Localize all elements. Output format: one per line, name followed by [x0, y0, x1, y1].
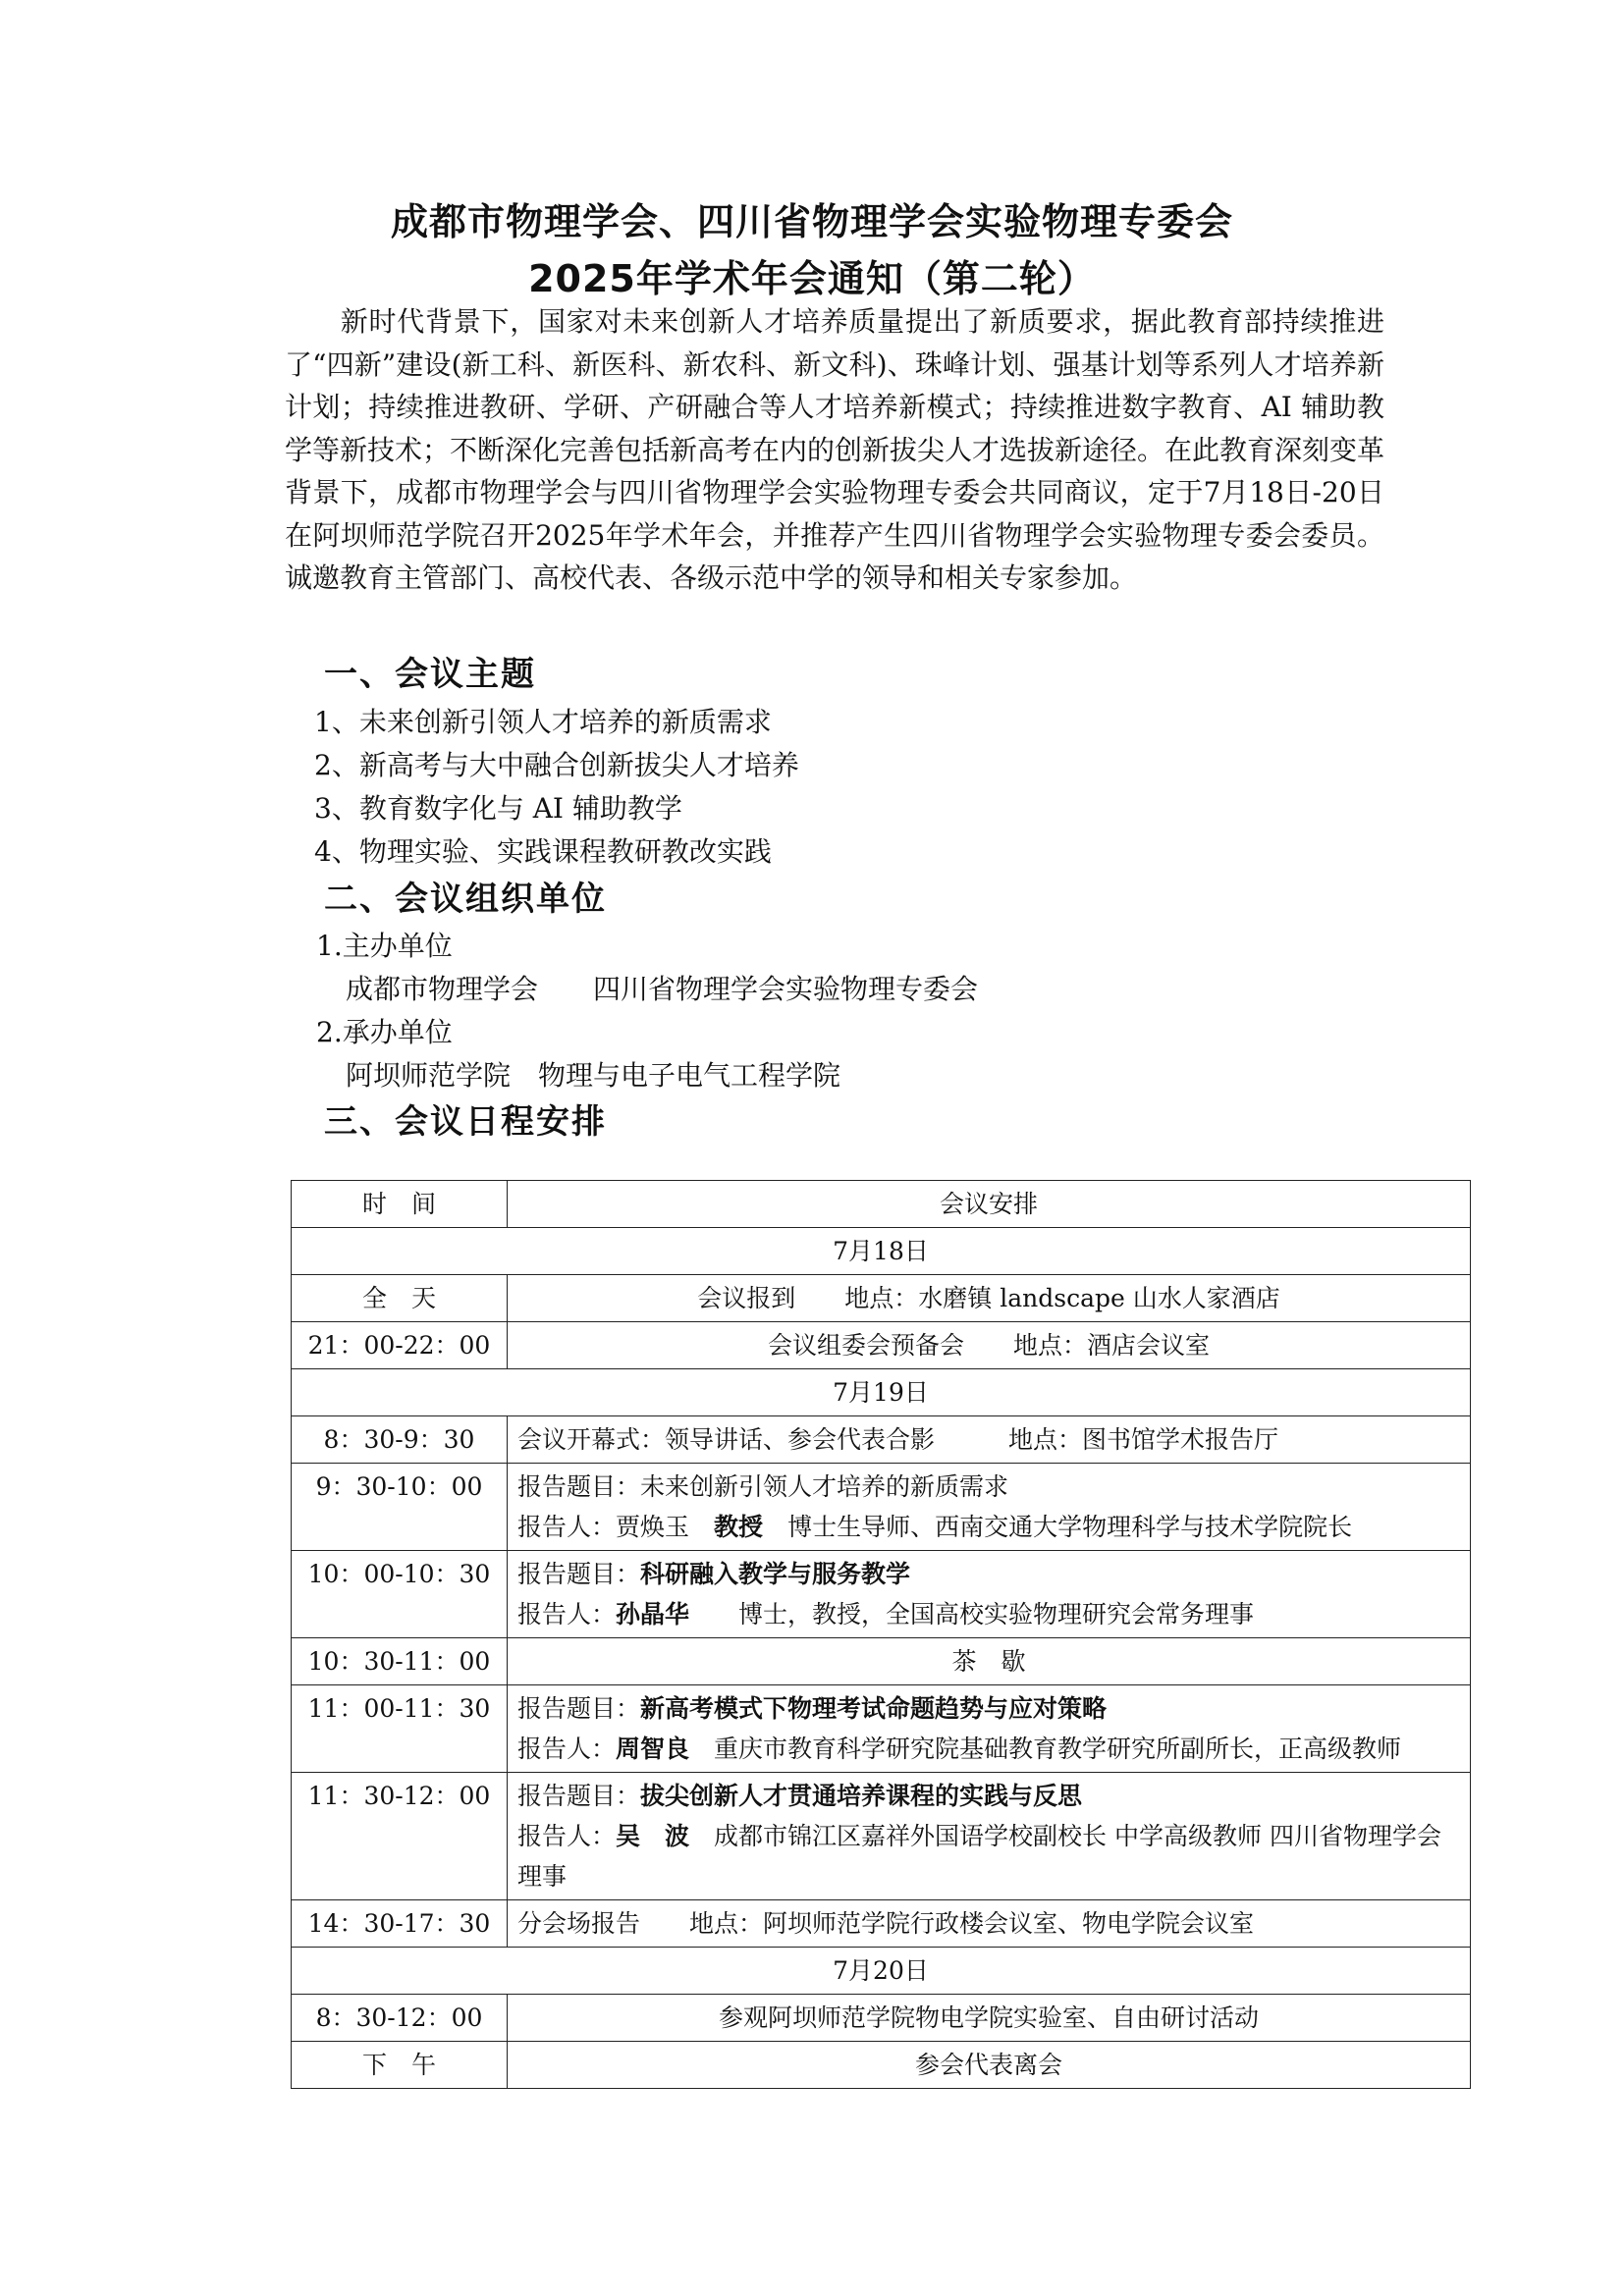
row-text: 分会场报告 地点：阿坝师范学院行政楼会议室、物电学院会议室 — [508, 1900, 1471, 1948]
report-cell — [508, 1551, 1471, 1638]
speaker-name: 贾焕玉 — [616, 1513, 690, 1541]
section-1-heading: 一、会议主题 — [324, 655, 536, 694]
report-cell — [508, 1773, 1471, 1900]
speaker-info: 成都市锦江区嘉祥外国语学校副校长 中学高级教师 四川省物理学会理事 — [517, 1822, 1441, 1891]
day-row — [292, 1948, 1471, 1995]
speaker-info: 重庆市教育科学研究院基础教育教学研究所副所长，正高级教师 — [714, 1735, 1402, 1763]
row-time: 21：00-22：00 — [292, 1322, 508, 1369]
topic-label: 报告题目： — [517, 1782, 641, 1810]
row-text: 参观阿坝师范学院物电学院实验室、自由研讨活动 — [508, 1995, 1471, 2042]
report-cell — [508, 1464, 1471, 1551]
day-3-label: 7月20日 — [292, 1948, 1471, 1995]
row-time: 下 午 — [292, 2042, 508, 2089]
report-topic: 科研融入教学与服务教学 — [640, 1560, 911, 1588]
report-topic-line — [517, 1467, 1460, 1507]
organizer-value: 阿坝师范学院 物理与电子电气工程学院 — [346, 1059, 841, 1092]
header-time: 时 间 — [292, 1181, 508, 1228]
row-time: 10：30-11：00 — [292, 1638, 508, 1685]
table-row — [292, 1464, 1471, 1551]
table-row — [292, 1638, 1471, 1685]
theme-item-1: 1、未来创新引领人才培养的新质需求 — [314, 706, 772, 738]
row-time: 10：00-10：30 — [292, 1551, 508, 1638]
document-title-line-1: 成都市物理学会、四川省物理学会实验物理专委会 — [390, 200, 1233, 243]
row-time: 8：30-9：30 — [292, 1416, 508, 1464]
speaker-title: 教授 — [714, 1513, 764, 1541]
row-text: 会议开幕式：领导讲话、参会代表合影 地点：图书馆学术报告厅 — [508, 1416, 1471, 1464]
topic-label: 报告题目： — [517, 1694, 641, 1723]
table-row — [292, 1773, 1471, 1900]
speaker-label: 报告人： — [517, 1513, 617, 1541]
section-3-heading: 三、会议日程安排 — [324, 1102, 607, 1142]
row-time: 全 天 — [292, 1275, 508, 1322]
table-row — [292, 1416, 1471, 1464]
header-arrangement: 会议安排 — [508, 1181, 1471, 1228]
report-topic-line — [517, 1688, 1460, 1729]
document-title-line-2: 2025年学术年会通知（第二轮） — [528, 257, 1096, 300]
organizer-label: 2.承办单位 — [316, 1016, 453, 1048]
speaker-name: 吴 波 — [616, 1822, 690, 1850]
report-speaker-line — [517, 1816, 1460, 1896]
table-row — [292, 1551, 1471, 1638]
row-text: 参会代表离会 — [508, 2042, 1471, 2089]
speaker-name: 周智良 — [616, 1735, 690, 1763]
row-time: 14：30-17：30 — [292, 1900, 508, 1948]
topic-label: 报告题目： — [517, 1472, 641, 1501]
report-topic-line — [517, 1776, 1460, 1816]
row-text: 茶 歇 — [508, 1638, 1471, 1685]
table-row — [292, 1322, 1471, 1369]
theme-item-3: 3、教育数字化与 AI 辅助教学 — [314, 792, 682, 825]
table-row — [292, 2042, 1471, 2089]
speaker-label: 报告人： — [517, 1600, 617, 1629]
intro-text: 新时代背景下，国家对未来创新人才培养质量提出了新质要求，据此教育部持续推进了“四新”建设(新工科、新医科、新农科、新文科)、珠峰计划、强基计划等系列人才培养新计划；持续推进教研、学研、产研融合等人才培养新模式；持续推进数字教育、AI 辅助教学等新技术；不断深化完善包括新高考在内的创新拔尖人才选拔新途径。在此教育深刻变革背景下，成都市物理学会与四川省物理学会实验物理专委会共同商议，定于7月18日-20日在阿坝师范学院召开2025年学术年会，并推荐产生四川省物理学会实验物理专委会委员。诚邀教育主管部门、高校代表、各级示范中学的领导和相关专家参加。 — [285, 305, 1385, 594]
row-time: 9：30-10：00 — [292, 1464, 508, 1551]
day-2-label: 7月19日 — [292, 1369, 1471, 1416]
schedule-table — [291, 1180, 1471, 2089]
row-time: 11：00-11：30 — [292, 1685, 508, 1773]
intro-paragraph — [285, 300, 1384, 600]
table-row — [292, 1685, 1471, 1773]
row-text: 会议组委会预备会 地点：酒店会议室 — [508, 1322, 1471, 1369]
report-topic: 拔尖创新人才贯通培养课程的实践与反思 — [640, 1782, 1083, 1810]
speaker-info: 博士，教授，全国高校实验物理研究会常务理事 — [738, 1600, 1255, 1629]
row-time: 11：30-12：00 — [292, 1773, 508, 1900]
report-speaker-line — [517, 1507, 1460, 1547]
speaker-label: 报告人： — [517, 1735, 617, 1763]
report-speaker-line — [517, 1594, 1460, 1634]
table-row — [292, 1275, 1471, 1322]
report-topic-line — [517, 1554, 1460, 1594]
table-row — [292, 1900, 1471, 1948]
report-speaker-line — [517, 1729, 1460, 1769]
report-topic: 新高考模式下物理考试命题趋势与应对策略 — [640, 1694, 1108, 1723]
report-cell — [508, 1685, 1471, 1773]
table-row — [292, 1995, 1471, 2042]
table-header-row — [292, 1181, 1471, 1228]
row-text: 会议报到 地点：水磨镇 landscape 山水人家酒店 — [508, 1275, 1471, 1322]
theme-item-4: 4、物理实验、实践课程教研教改实践 — [314, 835, 772, 868]
speaker-name: 孙晶华 — [616, 1600, 690, 1629]
host-value: 成都市物理学会 四川省物理学会实验物理专委会 — [346, 973, 979, 1005]
speaker-info: 博士生导师、西南交通大学物理科学与技术学院院长 — [787, 1513, 1353, 1541]
report-topic: 未来创新引领人才培养的新质需求 — [640, 1472, 1009, 1501]
day-row — [292, 1228, 1471, 1275]
topic-label: 报告题目： — [517, 1560, 641, 1588]
host-label: 1.主办单位 — [316, 930, 453, 962]
theme-item-2: 2、新高考与大中融合创新拔尖人才培养 — [314, 749, 799, 781]
day-1-label: 7月18日 — [292, 1228, 1471, 1275]
row-time: 8：30-12：00 — [292, 1995, 508, 2042]
day-row — [292, 1369, 1471, 1416]
speaker-label: 报告人： — [517, 1822, 617, 1850]
section-2-heading: 二、会议组织单位 — [324, 880, 607, 919]
